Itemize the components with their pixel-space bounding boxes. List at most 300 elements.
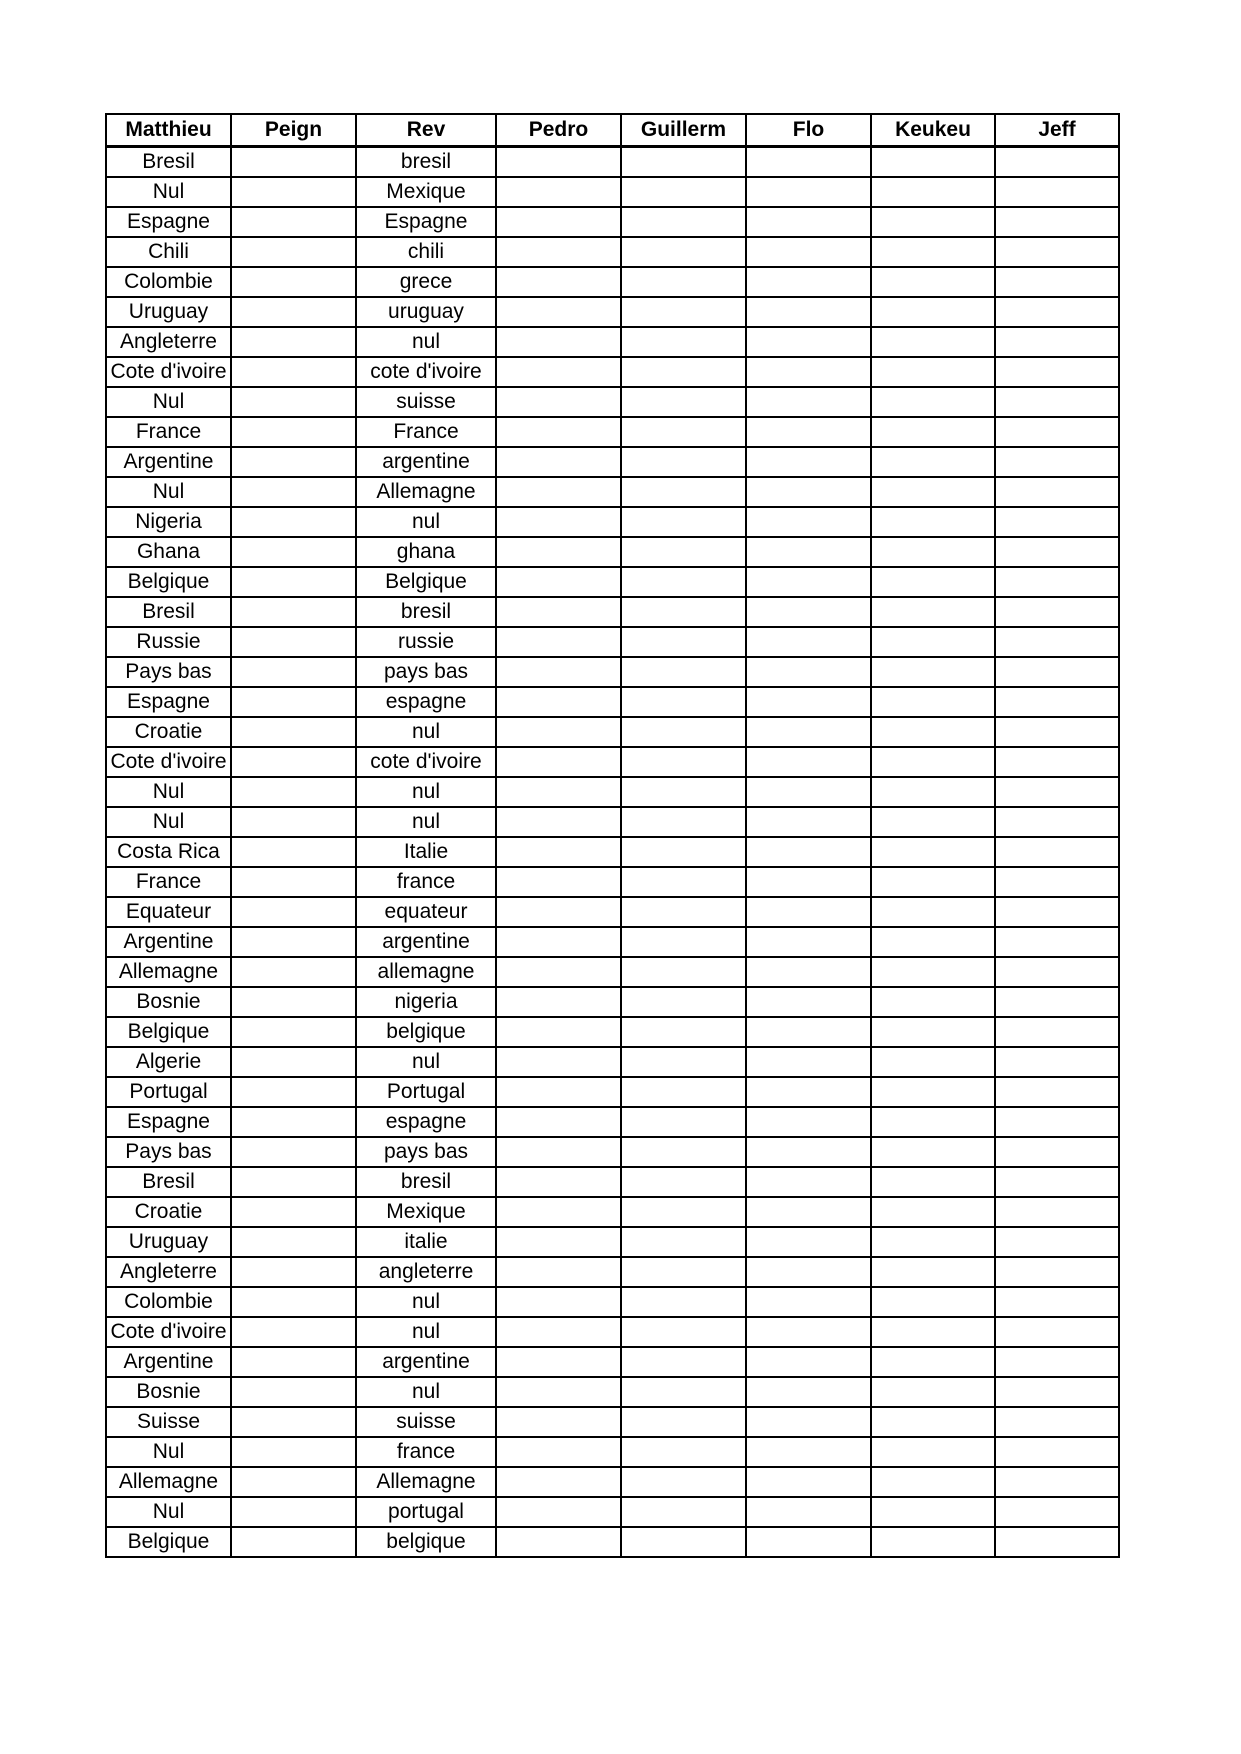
table-cell <box>621 597 746 627</box>
table-row <box>106 537 1119 567</box>
table-cell <box>871 1437 995 1467</box>
table-cell <box>231 1227 356 1257</box>
table-row <box>106 1347 1119 1377</box>
table-cell <box>746 1497 871 1527</box>
table-cell <box>746 417 871 447</box>
table-cell <box>621 1257 746 1287</box>
table-row <box>106 477 1119 507</box>
table-cell <box>621 687 746 717</box>
table-cell: portugal <box>356 1497 496 1527</box>
table-cell: Nul <box>106 807 231 837</box>
table-cell <box>621 1077 746 1107</box>
table-cell <box>746 1107 871 1137</box>
table-cell <box>496 1137 621 1167</box>
table-cell <box>995 807 1119 837</box>
table-cell <box>231 1137 356 1167</box>
table-cell: Uruguay <box>106 1227 231 1257</box>
table-cell <box>995 1167 1119 1197</box>
table-cell: Portugal <box>356 1077 496 1107</box>
table-cell <box>995 507 1119 537</box>
table-cell: belgique <box>356 1527 496 1557</box>
table-cell: Mexique <box>356 177 496 207</box>
table-cell: nul <box>356 327 496 357</box>
table-cell <box>995 1437 1119 1467</box>
table-cell <box>871 597 995 627</box>
table-cell <box>871 537 995 567</box>
table-cell <box>496 957 621 987</box>
table-cell <box>995 747 1119 777</box>
table-cell: pays bas <box>356 657 496 687</box>
table-row <box>106 417 1119 447</box>
table-cell: Nul <box>106 1437 231 1467</box>
table-cell <box>621 447 746 477</box>
table-cell: nul <box>356 807 496 837</box>
table-row <box>106 927 1119 957</box>
table-cell <box>746 1227 871 1257</box>
table-cell <box>995 477 1119 507</box>
table-cell <box>871 1137 995 1167</box>
table-row <box>106 1017 1119 1047</box>
table-cell: chili <box>356 237 496 267</box>
table-cell <box>995 207 1119 237</box>
table-cell: grece <box>356 267 496 297</box>
table-cell <box>871 957 995 987</box>
table-row <box>106 1077 1119 1107</box>
table-cell <box>995 657 1119 687</box>
table-cell <box>871 1527 995 1557</box>
table-cell: Espagne <box>356 207 496 237</box>
table-cell: belgique <box>356 1017 496 1047</box>
table-row <box>106 507 1119 537</box>
table-cell <box>496 1377 621 1407</box>
table-cell <box>621 147 746 178</box>
table-cell <box>621 1137 746 1167</box>
table-cell: Costa Rica <box>106 837 231 867</box>
table-cell: equateur <box>356 897 496 927</box>
table-cell <box>871 1107 995 1137</box>
table-cell <box>746 477 871 507</box>
table-cell <box>621 927 746 957</box>
table-cell <box>746 327 871 357</box>
table-cell: cote d'ivoire <box>356 357 496 387</box>
table-cell <box>496 1227 621 1257</box>
table-cell <box>746 807 871 837</box>
table-cell <box>746 597 871 627</box>
table-cell <box>871 897 995 927</box>
table-row <box>106 387 1119 417</box>
table-cell <box>995 867 1119 897</box>
table-cell <box>746 1257 871 1287</box>
table-cell <box>496 717 621 747</box>
table-cell <box>871 327 995 357</box>
table-cell <box>621 1347 746 1377</box>
table-cell <box>746 1467 871 1497</box>
table-cell <box>496 1347 621 1377</box>
table-cell <box>746 657 871 687</box>
table-row <box>106 1257 1119 1287</box>
table-cell <box>621 507 746 537</box>
table-cell <box>621 1017 746 1047</box>
table-cell <box>871 687 995 717</box>
table-cell <box>231 597 356 627</box>
table-cell <box>496 237 621 267</box>
table-cell: Nul <box>106 387 231 417</box>
table-row <box>106 1197 1119 1227</box>
table-cell <box>995 777 1119 807</box>
table-cell <box>496 1257 621 1287</box>
table-cell <box>746 1287 871 1317</box>
table-cell <box>231 957 356 987</box>
table-cell: Bosnie <box>106 987 231 1017</box>
table-cell <box>496 837 621 867</box>
table-cell: France <box>106 417 231 447</box>
table-cell <box>871 567 995 597</box>
table-cell <box>621 897 746 927</box>
table-cell <box>231 1467 356 1497</box>
table-header <box>106 114 1119 147</box>
table-row <box>106 1407 1119 1437</box>
table-cell <box>746 1077 871 1107</box>
table-cell <box>871 1317 995 1347</box>
table-cell: Allemagne <box>106 957 231 987</box>
table-cell <box>746 717 871 747</box>
table-cell <box>995 1377 1119 1407</box>
spreadsheet-page <box>105 113 1118 1558</box>
table-cell <box>621 1377 746 1407</box>
table-cell: Croatie <box>106 717 231 747</box>
table-cell: Cote d'ivoire <box>106 1317 231 1347</box>
table-cell <box>746 537 871 567</box>
table-cell <box>231 177 356 207</box>
table-cell <box>871 807 995 837</box>
table-row <box>106 897 1119 927</box>
table-cell <box>995 267 1119 297</box>
table-cell <box>496 867 621 897</box>
table-cell: Nul <box>106 777 231 807</box>
table-cell <box>621 207 746 237</box>
table-cell: Belgique <box>106 1527 231 1557</box>
table-cell: pays bas <box>356 1137 496 1167</box>
table-row <box>106 1287 1119 1317</box>
table-cell <box>231 687 356 717</box>
table-cell <box>995 1407 1119 1437</box>
table-cell <box>995 1107 1119 1137</box>
table-cell: Equateur <box>106 897 231 927</box>
table-cell <box>995 957 1119 987</box>
table-cell <box>746 147 871 178</box>
table-cell <box>746 357 871 387</box>
table-row <box>106 627 1119 657</box>
table-cell <box>746 897 871 927</box>
table-row <box>106 1317 1119 1347</box>
table-cell <box>871 987 995 1017</box>
table-cell <box>995 567 1119 597</box>
table-cell: nul <box>356 1287 496 1317</box>
table-cell <box>871 357 995 387</box>
table-cell: france <box>356 1437 496 1467</box>
table-cell <box>746 1377 871 1407</box>
table-cell: Argentine <box>106 927 231 957</box>
table-cell: nul <box>356 507 496 537</box>
table-cell <box>621 1437 746 1467</box>
table-cell <box>995 1077 1119 1107</box>
table-cell <box>995 1317 1119 1347</box>
table-cell: Allemagne <box>356 477 496 507</box>
table-cell: Cote d'ivoire <box>106 357 231 387</box>
table-cell: espagne <box>356 1107 496 1137</box>
table-cell <box>871 867 995 897</box>
table-cell <box>496 897 621 927</box>
table-cell <box>621 1467 746 1497</box>
table-cell: Bresil <box>106 1167 231 1197</box>
table-cell <box>746 1407 871 1437</box>
table-cell: Angleterre <box>106 327 231 357</box>
table-cell <box>746 1527 871 1557</box>
table-cell <box>746 297 871 327</box>
table-cell: nul <box>356 1317 496 1347</box>
table-cell <box>871 1017 995 1047</box>
column-header-matthieu: Matthieu <box>106 114 231 147</box>
table-cell <box>496 1467 621 1497</box>
table-cell <box>746 927 871 957</box>
table-cell <box>995 1227 1119 1257</box>
table-cell <box>746 867 871 897</box>
table-cell: argentine <box>356 1347 496 1377</box>
table-cell <box>995 237 1119 267</box>
table-cell: Pays bas <box>106 657 231 687</box>
table-cell: Croatie <box>106 1197 231 1227</box>
table-cell <box>496 777 621 807</box>
header-row <box>106 114 1119 147</box>
table-cell <box>496 927 621 957</box>
table-cell: russie <box>356 627 496 657</box>
table-cell <box>231 1527 356 1557</box>
table-cell <box>621 1317 746 1347</box>
table-row <box>106 1107 1119 1137</box>
table-cell <box>621 1287 746 1317</box>
table-cell <box>871 1047 995 1077</box>
table-cell: Belgique <box>106 1017 231 1047</box>
table-cell <box>496 1047 621 1077</box>
table-cell <box>621 1107 746 1137</box>
column-header-flo: Flo <box>746 114 871 147</box>
table-cell <box>746 1347 871 1377</box>
table-cell: nigeria <box>356 987 496 1017</box>
table-cell <box>496 507 621 537</box>
table-cell <box>995 417 1119 447</box>
column-header-keukeu: Keukeu <box>871 114 995 147</box>
table-cell <box>871 417 995 447</box>
table-cell: cote d'ivoire <box>356 747 496 777</box>
table-cell <box>746 627 871 657</box>
table-cell <box>496 417 621 447</box>
table-cell <box>871 627 995 657</box>
table-cell <box>231 207 356 237</box>
table-cell: italie <box>356 1227 496 1257</box>
table-row <box>106 747 1119 777</box>
table-cell <box>871 1257 995 1287</box>
table-cell <box>231 147 356 178</box>
column-header-jeff: Jeff <box>995 114 1119 147</box>
table-cell <box>746 267 871 297</box>
table-cell <box>496 567 621 597</box>
table-row <box>106 237 1119 267</box>
table-cell: bresil <box>356 1167 496 1197</box>
table-cell <box>995 687 1119 717</box>
table-cell <box>621 267 746 297</box>
table-cell <box>496 1437 621 1467</box>
table-cell: ghana <box>356 537 496 567</box>
table-cell <box>871 747 995 777</box>
table-cell <box>496 1167 621 1197</box>
table-cell <box>871 657 995 687</box>
table-cell <box>231 507 356 537</box>
predictions-table <box>105 113 1120 1558</box>
table-cell <box>231 867 356 897</box>
table-cell <box>231 927 356 957</box>
table-cell <box>231 477 356 507</box>
table-cell: Allemagne <box>356 1467 496 1497</box>
table-cell: nul <box>356 777 496 807</box>
table-cell <box>621 867 746 897</box>
table-cell <box>746 567 871 597</box>
table-cell <box>995 1467 1119 1497</box>
table-row <box>106 1497 1119 1527</box>
table-cell <box>496 477 621 507</box>
table-cell: Espagne <box>106 207 231 237</box>
table-cell <box>871 147 995 178</box>
table-cell <box>496 627 621 657</box>
table-row <box>106 717 1119 747</box>
table-cell <box>746 207 871 237</box>
table-cell <box>231 1257 356 1287</box>
table-cell <box>995 717 1119 747</box>
table-cell: Belgique <box>106 567 231 597</box>
table-cell: Pays bas <box>106 1137 231 1167</box>
table-cell: france <box>356 867 496 897</box>
table-cell <box>995 1497 1119 1527</box>
table-cell: Espagne <box>106 1107 231 1137</box>
table-cell <box>231 327 356 357</box>
table-cell <box>621 417 746 447</box>
table-cell <box>496 1527 621 1557</box>
table-cell <box>231 837 356 867</box>
table-cell <box>871 1347 995 1377</box>
table-row <box>106 597 1119 627</box>
table-cell: Colombie <box>106 1287 231 1317</box>
table-cell <box>621 357 746 387</box>
table-cell <box>231 447 356 477</box>
table-cell <box>621 1197 746 1227</box>
table-row <box>106 1167 1119 1197</box>
table-cell <box>871 717 995 747</box>
table-row <box>106 447 1119 477</box>
table-cell <box>496 987 621 1017</box>
table-cell: France <box>356 417 496 447</box>
table-cell <box>496 207 621 237</box>
table-cell <box>621 837 746 867</box>
table-cell <box>871 1377 995 1407</box>
table-row <box>106 657 1119 687</box>
table-cell <box>496 147 621 178</box>
table-cell: suisse <box>356 1407 496 1437</box>
table-cell <box>995 447 1119 477</box>
table-cell: Russie <box>106 627 231 657</box>
table-row <box>106 1377 1119 1407</box>
table-cell: Nul <box>106 477 231 507</box>
table-cell <box>995 1347 1119 1377</box>
table-cell <box>746 1317 871 1347</box>
table-row <box>106 837 1119 867</box>
table-cell <box>231 747 356 777</box>
table-cell <box>995 537 1119 567</box>
table-row <box>106 867 1119 897</box>
table-cell <box>496 1077 621 1107</box>
table-cell <box>995 357 1119 387</box>
table-cell <box>871 1197 995 1227</box>
table-cell <box>871 387 995 417</box>
table-cell <box>621 1047 746 1077</box>
table-cell <box>995 387 1119 417</box>
table-cell <box>231 627 356 657</box>
table-row <box>106 327 1119 357</box>
table-cell <box>621 1497 746 1527</box>
table-row <box>106 1227 1119 1257</box>
table-row <box>106 147 1119 178</box>
table-cell <box>496 357 621 387</box>
table-cell <box>621 627 746 657</box>
table-cell <box>746 777 871 807</box>
column-header-rev: Rev <box>356 114 496 147</box>
table-cell <box>496 807 621 837</box>
table-cell <box>621 1407 746 1437</box>
table-cell: suisse <box>356 387 496 417</box>
table-cell <box>496 1287 621 1317</box>
table-cell <box>871 207 995 237</box>
table-cell <box>231 237 356 267</box>
table-row <box>106 807 1119 837</box>
table-cell <box>621 1167 746 1197</box>
table-cell <box>871 927 995 957</box>
table-cell <box>621 657 746 687</box>
table-cell: Mexique <box>356 1197 496 1227</box>
table-cell <box>621 987 746 1017</box>
table-cell <box>621 957 746 987</box>
table-cell <box>995 837 1119 867</box>
table-cell <box>995 1047 1119 1077</box>
table-cell <box>496 447 621 477</box>
table-cell: Cote d'ivoire <box>106 747 231 777</box>
table-cell: angleterre <box>356 1257 496 1287</box>
table-cell <box>231 1407 356 1437</box>
table-cell: France <box>106 867 231 897</box>
table-row <box>106 1467 1119 1497</box>
table-cell: Espagne <box>106 687 231 717</box>
table-cell <box>231 1287 356 1317</box>
table-row <box>106 567 1119 597</box>
table-cell: Nigeria <box>106 507 231 537</box>
table-cell <box>231 1107 356 1137</box>
table-cell <box>621 1527 746 1557</box>
table-cell: Bresil <box>106 147 231 178</box>
table-cell <box>871 777 995 807</box>
table-cell <box>746 1017 871 1047</box>
table-cell: Bosnie <box>106 1377 231 1407</box>
table-cell <box>621 387 746 417</box>
table-cell <box>231 357 356 387</box>
table-cell <box>995 177 1119 207</box>
table-cell <box>746 687 871 717</box>
